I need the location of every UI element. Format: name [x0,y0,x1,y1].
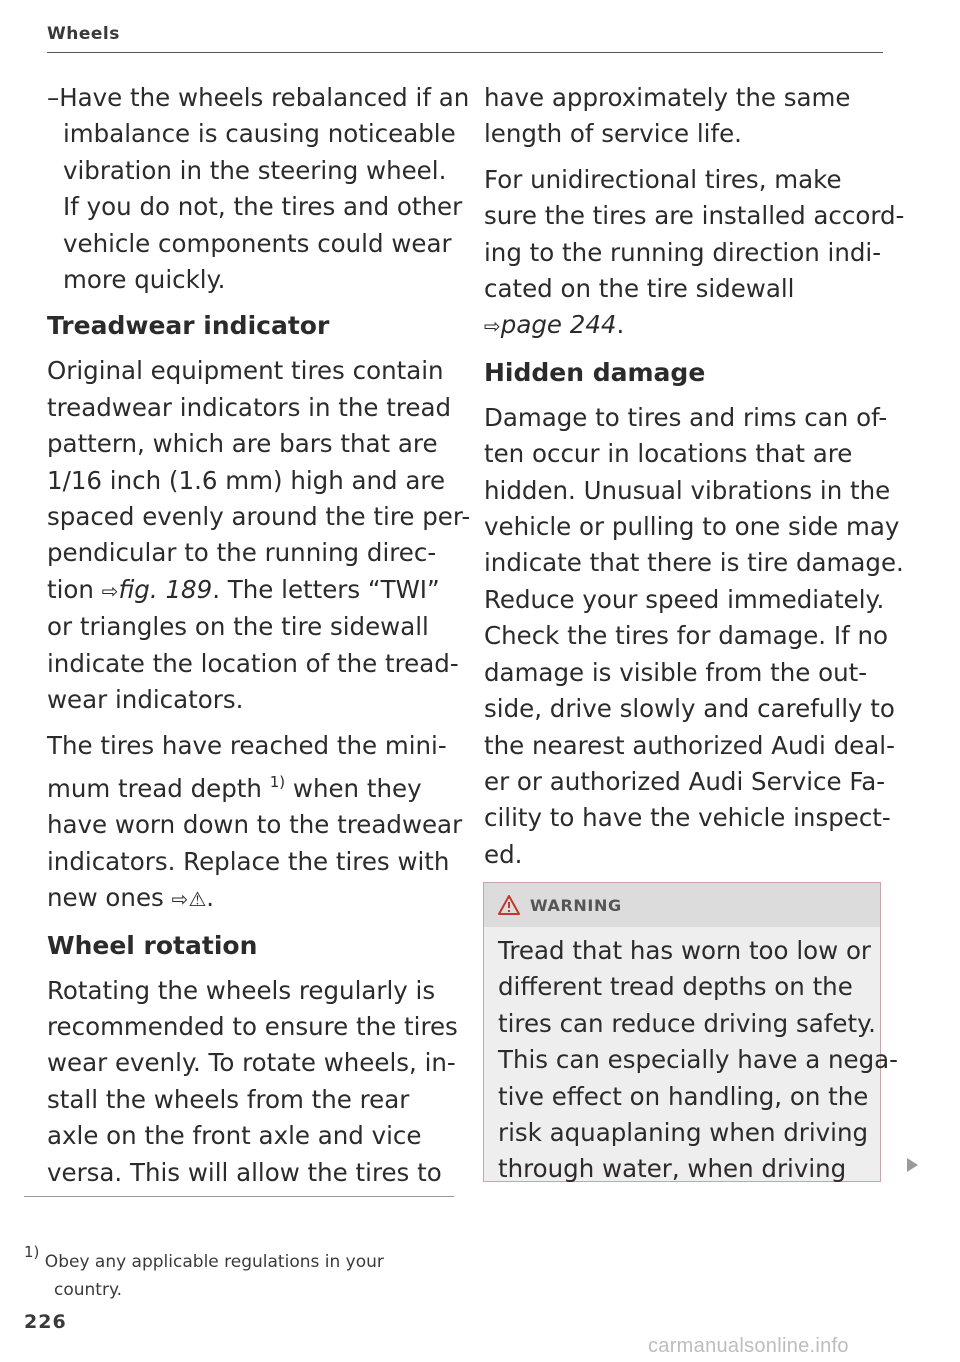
paragraph-line: stall the wheels from the rear [47,1084,410,1114]
left-column [47,80,471,1191]
paragraph-line: damage is visible from the out- [484,657,868,687]
paragraph-line: or triangles on the tire sidewall [47,612,429,642]
warning-line: different tread depths on the [498,972,853,1002]
intro-line: vehicle components could wear [63,228,452,258]
footnote-line [24,1238,464,1276]
paragraph-line: spaced evenly around the tire per- [47,502,471,532]
paragraph-line: sure the tires are installed accord- [484,201,905,231]
paragraph-line: ing to the running direction indi- [484,237,882,267]
paragraph-line: ed. [484,839,523,869]
footnote-marker: 1) [24,1243,40,1261]
paragraph-line: ten occur in locations that are [484,439,853,469]
continued-arrow-icon [907,1158,918,1172]
paragraph-line-with-ref [484,307,884,344]
warning-line: tires can reduce driving safety. [498,1008,876,1038]
paragraph-line: For unidirectional tires, make [484,164,842,194]
paragraph-line-with-warning-ref [47,880,452,917]
intro-line: more quickly. [63,265,226,295]
paragraph-line: have worn down to the treadwear [47,810,463,840]
arrow-right-icon: ⇨ [484,314,501,339]
warning-box [483,882,899,1184]
text: . The letters “TWI” [212,574,440,604]
paragraph-line: vehicle or pulling to one side may [484,512,900,542]
warning-label: WARNING [530,895,622,915]
paragraph-line: versa. This will allow the tires to [47,1157,442,1187]
arrow-right-icon: ⇨ [171,887,189,912]
paragraph-line: pendicular to the running direc- [47,538,437,568]
paragraph-line: side, drive slowly and carefully to [484,694,895,724]
heading-wheel-rotation: Wheel rotation [47,930,258,960]
text: . [616,310,625,340]
paragraph-line: Check the tires for damage. If no [484,621,888,651]
paragraph-line: 1/16 inch (1.6 mm) high and are [47,465,446,495]
right-column [484,80,905,873]
intro-line: –Have the wheels rebalanced if an [47,83,470,112]
footnote-marker: 1) [269,772,286,791]
page-reference-link[interactable]: page 244 [500,310,617,340]
footnote-line: country. [54,1280,122,1300]
paragraph-line-with-footnote [47,764,452,807]
warning-icon[interactable]: ⚠ [188,887,207,912]
warning-line: tive effect on handling, on the [498,1081,869,1111]
section-header: Wheels [47,24,120,44]
paragraph-line: Original equipment tires contain [47,356,444,386]
warning-triangle-icon [498,895,520,915]
warning-line: This can especially have a nega- [498,1045,899,1075]
paragraph-line: length of service life. [484,119,742,149]
watermark: carmanualsonline.info [648,1335,849,1357]
text: when they [285,773,422,803]
footnote [24,1238,464,1304]
paragraph-line: treadwear indicators in the tread [47,392,452,422]
warning-header [484,883,880,927]
paragraph-line: the nearest authorized Audi deal- [484,730,895,760]
paragraph-line: cated on the tire sidewall [484,274,795,304]
paragraph-line: axle on the front axle and vice [47,1121,422,1151]
intro-line: If you do not, the tires and other [63,192,463,222]
text: . [206,883,215,913]
heading-treadwear-indicator: Treadwear indicator [47,311,330,341]
paragraph-line: pattern, which are bars that are [47,429,438,459]
paragraph-line: cility to have the vehicle inspect- [484,803,891,833]
paragraph-line: hidden. Unusual vibrations in the [484,475,891,505]
warning-line: risk aquaplaning when driving [498,1118,869,1148]
paragraph-line: indicate the location of the tread- [47,648,459,678]
paragraph-line: Rotating the wheels regularly is [47,975,436,1005]
figure-reference-link[interactable]: fig. 189 [118,574,213,604]
paragraph-line-with-ref [47,572,452,609]
paragraph-line: Damage to tires and rims can of- [484,402,888,432]
paragraph-line: have approximately the same [484,83,851,112]
paragraph-line: recommended to ensure the tires [47,1011,458,1041]
paragraph-line: wear indicators. [47,685,244,715]
page-number: 226 [24,1311,67,1333]
text: mum tread depth [47,773,270,803]
paragraph-line: indicators. Replace the tires with [47,846,450,876]
paragraph-line: The tires have reached the mini- [47,730,447,760]
header-rule [47,52,883,53]
text: new ones [47,883,172,913]
warning-line: through water, when driving [498,1154,847,1184]
heading-hidden-damage: Hidden damage [484,357,706,387]
text: Obey any applicable regulations in your [39,1252,384,1272]
paragraph-line: indicate that there is tire damage. [484,548,904,578]
arrow-right-icon: ⇨ [101,578,119,603]
paragraph-line: er or authorized Audi Service Fa- [484,766,886,796]
intro-line: imbalance is causing noticeable [63,119,456,149]
text: tion [47,574,102,604]
paragraph-line: Reduce your speed immediately. [484,584,885,614]
footnote-rule [24,1196,454,1197]
intro-line: vibration in the steering wheel. [63,155,447,185]
warning-body [484,927,899,1188]
warning-line: Tread that has worn too low or [498,936,872,965]
paragraph-line: wear evenly. To rotate wheels, in- [47,1048,456,1078]
